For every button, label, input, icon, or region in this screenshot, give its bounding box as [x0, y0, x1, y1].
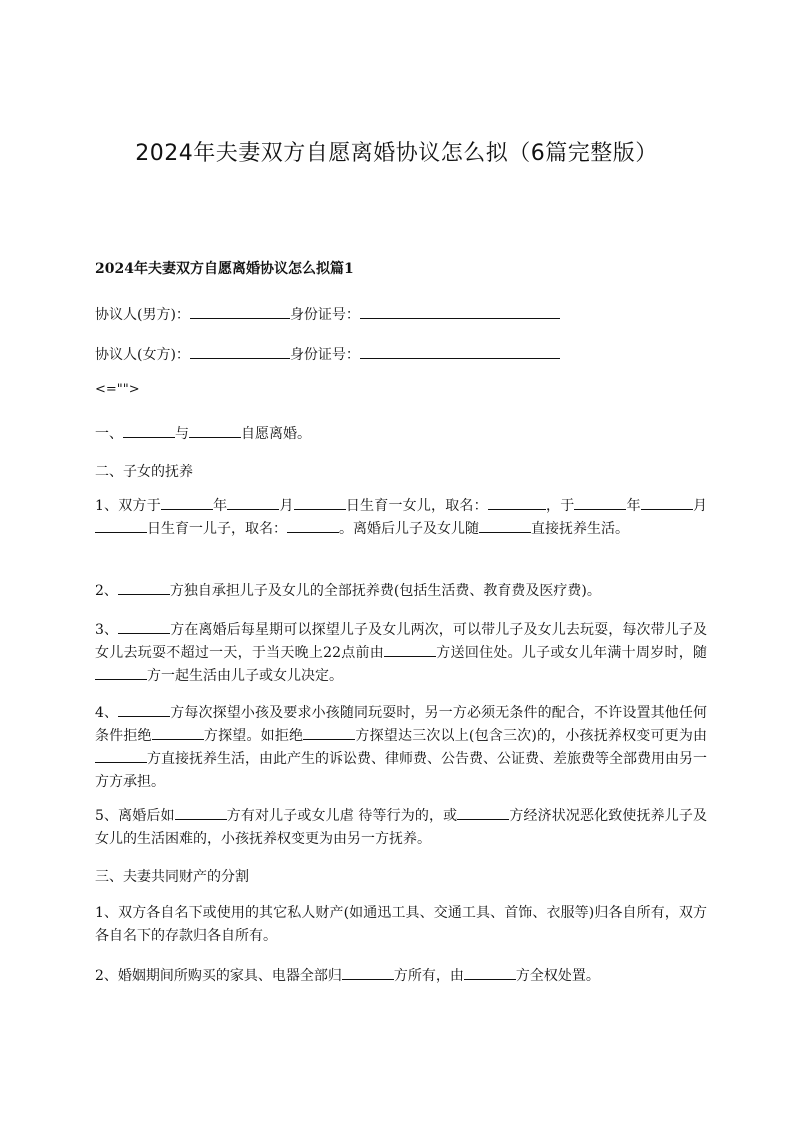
blank: [152, 725, 204, 740]
blank: [95, 518, 147, 533]
blank: [161, 495, 213, 510]
text: 。离婚后儿子及女儿随: [339, 521, 479, 537]
name-blank: [190, 344, 290, 359]
text: 3、: [95, 622, 119, 638]
text: 2、婚姻期间所购买的家具、电器全部归: [95, 968, 342, 984]
text: 方经济状况恶化致使抚养儿子及女儿的生活困难的，小孩抚养权变更为由另一方抚养。: [95, 808, 707, 847]
heading-children: 二、子女的抚养: [95, 464, 193, 480]
blank: [574, 495, 626, 510]
text: 日生育一女儿，取名：: [345, 498, 488, 514]
paragraph-1: [95, 495, 707, 541]
clause-text: 一、: [95, 426, 123, 442]
paragraph-3: [95, 619, 707, 688]
id-blank: [360, 304, 560, 319]
blank: [175, 805, 227, 820]
text: ，于: [545, 498, 575, 514]
clause-text: 与: [175, 426, 189, 442]
text: 1、双方于: [95, 498, 161, 514]
blank: [294, 495, 346, 510]
text: 年: [626, 498, 641, 514]
blank: [123, 423, 175, 438]
blank: [95, 748, 147, 763]
party-female-line: [95, 344, 560, 364]
blank: [227, 495, 279, 510]
paragraph-7: [95, 965, 707, 988]
text: 方有对儿子或女儿虐 待等行为的，或: [226, 808, 458, 824]
heading-property: 三、夫妻共同财产的分割: [95, 869, 249, 885]
paragraph-6: 1、双方各自名下或使用的其它私人财产(如通迅工具、交通工具、首饰、衣服等)归各自所有，双方各自名下的存款归各自所有。: [95, 905, 707, 944]
text: 方送回住处。儿子或女儿年满十周岁时，随: [436, 645, 707, 661]
blank: [118, 702, 170, 717]
blank: [303, 725, 355, 740]
id-blank: [360, 344, 560, 359]
blank: [479, 518, 531, 533]
blank: [384, 642, 436, 657]
blank: [464, 965, 516, 980]
section-title: 2024年夫妻双方自愿离婚协议怎么拟篇1: [95, 261, 354, 277]
blank: [118, 580, 170, 595]
blank: [118, 619, 170, 634]
blank: [457, 805, 509, 820]
name-blank: [190, 304, 290, 319]
party-male-line: [95, 304, 560, 324]
text: 日生育一儿子，取名：: [147, 521, 287, 537]
blank: [488, 495, 546, 510]
text: 方一起生活由儿子或女儿决定。: [147, 668, 343, 684]
paragraph-2: [95, 580, 707, 603]
blank: [287, 518, 339, 533]
text: 月: [692, 498, 708, 514]
id-label: 身份证号：: [289, 347, 360, 363]
text: 直接抚养生活。: [531, 521, 629, 537]
clause-1: [95, 423, 311, 443]
clause-text: 自愿离婚。: [241, 426, 311, 442]
text: 方探望达三次以上(包含三次)的，小孩抚养权变可更为由: [355, 728, 708, 744]
paragraph-5: [95, 805, 707, 851]
text: 方直接抚养生活，由此产生的诉讼费、律师费、公告费、公证费、差旅费等全部费用由另一方方承担。: [95, 751, 707, 790]
text: 2、: [95, 583, 118, 599]
text: 4、: [95, 705, 119, 721]
blank: [95, 665, 147, 680]
blank: [641, 495, 693, 510]
party-male-label: 协议人(男方)：: [95, 307, 190, 323]
paragraph-4: [95, 702, 707, 794]
text: 方在离婚后每星期可以探望儿子及女儿两次，可以带儿子及女儿去玩耍，每次带儿子及女儿去玩耍不超过一天，于当天晚上22点前由: [95, 622, 707, 661]
text: 方全权处置。: [515, 968, 600, 984]
text: 方所有，由: [393, 968, 464, 984]
text: 年: [212, 498, 228, 514]
blank: [189, 423, 241, 438]
text: 方独自承担儿子及女儿的全部抚养费(包括生活费、教育费及医疗费)。: [169, 583, 601, 599]
stray-markup-text: <="">: [95, 382, 140, 397]
party-female-label: 协议人(女方)：: [95, 347, 190, 363]
document-title: 2024年夫妻双方自愿离婚协议怎么拟（6篇完整版）: [135, 141, 658, 166]
blank: [342, 965, 394, 980]
text: 月: [279, 498, 294, 514]
id-label: 身份证号：: [289, 307, 360, 323]
text: 5、离婚后如: [95, 808, 175, 824]
text: 方每次探望小孩及要求小孩随同玩耍时，另一方必须无条件的配合，不许设置其他任何条件拒绝: [95, 705, 707, 744]
text: 方探望。如拒绝: [203, 728, 304, 744]
